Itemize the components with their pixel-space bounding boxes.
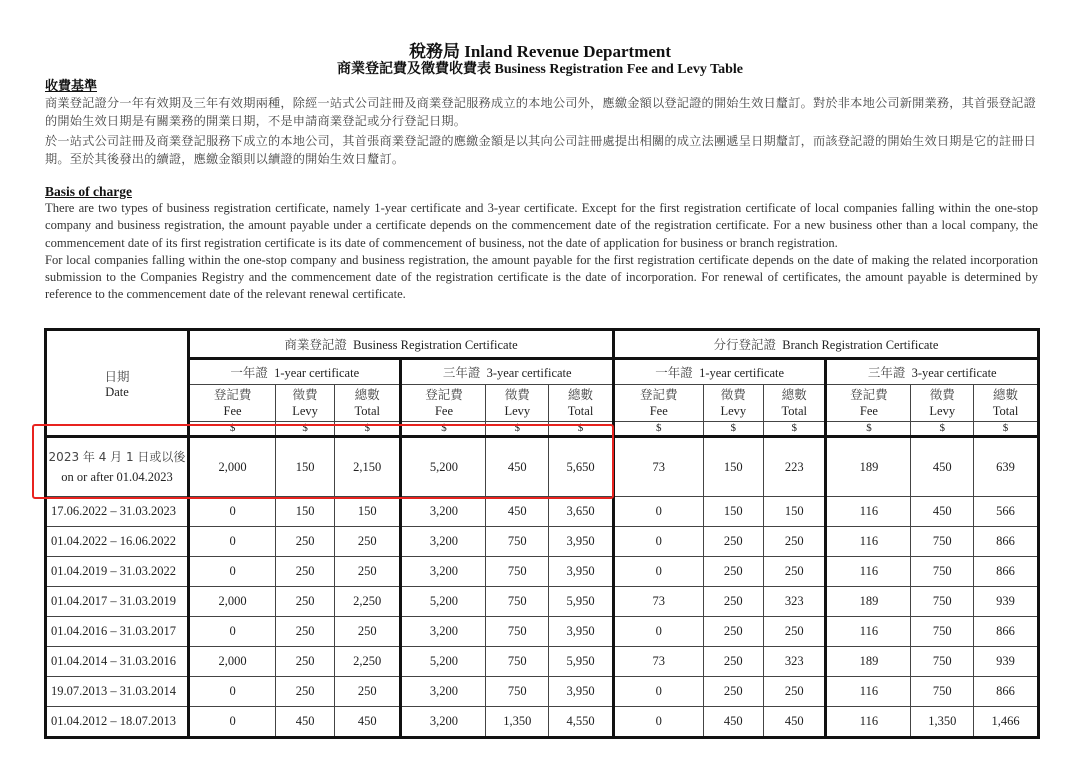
value-cell: 3,200 [401, 617, 486, 647]
col-en: Levy [720, 404, 747, 418]
subgroup-zh: 三年證 [867, 365, 906, 380]
value-cell: 2,000 [189, 437, 276, 497]
value-cell: 5,950 [549, 587, 614, 617]
value-cell: 0 [189, 557, 276, 587]
value-cell: 116 [826, 677, 911, 707]
subgroup-en: 1-year certificate [274, 366, 360, 380]
value-cell: 450 [764, 707, 826, 738]
value-cell: 3,200 [401, 557, 486, 587]
basis-of-charge-zh [45, 79, 1038, 168]
value-cell: 250 [703, 677, 763, 707]
value-cell: 323 [764, 587, 826, 617]
currency-label: $ [334, 422, 400, 437]
table-row [46, 677, 1039, 707]
date-cell: 01.04.2022 – 16.06.2022 [46, 527, 189, 557]
value-cell: 939 [974, 647, 1039, 677]
value-cell: 116 [826, 527, 911, 557]
table-row [46, 617, 1039, 647]
value-cell: 189 [826, 587, 911, 617]
value-cell: 450 [911, 437, 974, 497]
value-cell: 866 [974, 617, 1039, 647]
col-zh: 總數 [568, 387, 594, 402]
subgroup-header [826, 359, 1039, 385]
col-en: Fee [859, 404, 878, 418]
col-en: Total [992, 404, 1019, 418]
value-cell: 0 [189, 497, 276, 527]
value-cell: 116 [826, 497, 911, 527]
value-cell: 250 [334, 557, 400, 587]
value-cell: 5,200 [401, 647, 486, 677]
col-en: Total [354, 404, 380, 418]
value-cell: 0 [189, 707, 276, 738]
value-cell: 150 [276, 437, 335, 497]
column-header-fee [189, 385, 276, 422]
subgroup-header [189, 359, 401, 385]
value-cell: 750 [911, 647, 974, 677]
group-header-business [189, 330, 614, 359]
col-en: Levy [929, 404, 956, 418]
value-cell: 223 [764, 437, 826, 497]
col-zh: 總數 [781, 387, 807, 402]
group-zh: 商業登記證 [284, 337, 347, 352]
currency-label: $ [911, 422, 974, 437]
value-cell: 0 [613, 557, 703, 587]
subgroup-en: 3-year certificate [911, 366, 997, 380]
value-cell: 750 [486, 587, 549, 617]
date-cell: 01.04.2014 – 31.03.2016 [46, 647, 189, 677]
value-cell: 450 [486, 497, 549, 527]
currency-label: $ [613, 422, 703, 437]
value-cell: 1,350 [911, 707, 974, 738]
value-cell: 0 [189, 527, 276, 557]
table-row [46, 497, 1039, 527]
column-header-fee [826, 385, 911, 422]
currency-label: $ [826, 422, 911, 437]
value-cell: 250 [703, 527, 763, 557]
col-zh: 徵費 [292, 387, 318, 402]
value-cell: 450 [276, 707, 335, 738]
col-en: Total [567, 404, 594, 418]
currency-label: $ [276, 422, 335, 437]
value-cell: 189 [826, 437, 911, 497]
value-cell: 250 [334, 677, 400, 707]
value-cell: 2,150 [334, 437, 400, 497]
value-cell: 73 [613, 587, 703, 617]
col-en: Fee [649, 404, 668, 418]
value-cell: 450 [703, 707, 763, 738]
value-cell: 250 [703, 617, 763, 647]
date-cell: 01.04.2019 – 31.03.2022 [46, 557, 189, 587]
table-body [46, 497, 1039, 738]
currency-label: $ [401, 422, 486, 437]
document-title: 稅務局 Inland Revenue Department [408, 42, 672, 61]
value-cell: 250 [334, 617, 400, 647]
currency-label: $ [703, 422, 763, 437]
column-header-total [764, 385, 826, 422]
value-cell: 3,950 [549, 527, 614, 557]
value-cell: 250 [764, 617, 826, 647]
table-row [46, 707, 1039, 738]
date-cell: 19.07.2013 – 31.03.2014 [46, 677, 189, 707]
value-cell: 750 [486, 647, 549, 677]
value-cell: 116 [826, 707, 911, 738]
value-cell: 566 [974, 497, 1039, 527]
subgroup-header [401, 359, 613, 385]
value-cell: 750 [911, 677, 974, 707]
value-cell: 3,650 [549, 497, 614, 527]
value-cell: 0 [613, 617, 703, 647]
value-cell: 750 [486, 617, 549, 647]
value-cell: 0 [613, 497, 703, 527]
value-cell: 5,950 [549, 647, 614, 677]
fee-levy-table [44, 328, 1040, 739]
col-en: Fee [223, 404, 242, 418]
value-cell: 250 [703, 647, 763, 677]
value-cell: 2,000 [189, 587, 276, 617]
column-header-total [974, 385, 1039, 422]
value-cell: 5,650 [549, 437, 614, 497]
col-zh: 總數 [993, 387, 1019, 402]
value-cell: 3,200 [401, 677, 486, 707]
value-cell: 750 [486, 527, 549, 557]
value-cell: 250 [703, 587, 763, 617]
value-cell: 150 [764, 497, 826, 527]
table-row [46, 557, 1039, 587]
date-cell: 01.04.2017 – 31.03.2019 [46, 587, 189, 617]
value-cell: 250 [276, 587, 335, 617]
value-cell: 450 [911, 497, 974, 527]
value-cell: 3,950 [549, 677, 614, 707]
value-cell: 250 [764, 557, 826, 587]
value-cell: 4,550 [549, 707, 614, 738]
col-en: Fee [434, 404, 453, 418]
subgroup-header [613, 359, 825, 385]
value-cell: 750 [911, 617, 974, 647]
date-cell [46, 437, 189, 497]
group-zh: 分行登記證 [713, 337, 776, 352]
basis-of-charge-en [45, 184, 1038, 304]
col-zh: 徵費 [720, 387, 746, 402]
value-cell: 189 [826, 647, 911, 677]
group-en: Business Registration Certificate [353, 338, 518, 352]
table-row [46, 587, 1039, 617]
table-row [46, 647, 1039, 677]
value-cell: 750 [911, 527, 974, 557]
date-column-header [46, 330, 189, 437]
date-zh: 2023 年 4 月 1 日或以後 [48, 450, 186, 464]
date-header-zh: 日期 [104, 368, 130, 384]
section-heading-en: Basis of charge [45, 184, 132, 199]
value-cell: 116 [826, 617, 911, 647]
value-cell: 0 [613, 707, 703, 738]
date-cell: 01.04.2016 – 31.03.2017 [46, 617, 189, 647]
subgroup-en: 1-year certificate [699, 366, 785, 380]
value-cell: 866 [974, 557, 1039, 587]
date-cell: 01.04.2012 – 18.07.2013 [46, 707, 189, 738]
value-cell: 750 [486, 677, 549, 707]
value-cell: 323 [764, 647, 826, 677]
date-en: on or after 01.04.2023 [61, 470, 173, 484]
column-header-total [334, 385, 400, 422]
col-en: Levy [504, 404, 531, 418]
column-header-levy [703, 385, 763, 422]
value-cell: 0 [189, 677, 276, 707]
value-cell: 150 [703, 437, 763, 497]
date-cell: 17.06.2022 – 31.03.2023 [46, 497, 189, 527]
paragraph-zh-2: 於一站式公司註冊及商業登記服務下成立的本地公司，其首張商業登記證的應繳金額是以其向公司註冊處提出相關的成立法團遞呈日期釐訂，而該登記證的開始生效日期是它的註冊日期。至於其後發出的續證，應繳金額則以續證的開始生效日釐訂。 [45, 134, 1036, 166]
col-en: Levy [292, 404, 318, 418]
group-header-branch [613, 330, 1038, 359]
value-cell: 450 [334, 707, 400, 738]
value-cell: 750 [486, 557, 549, 587]
value-cell: 939 [974, 587, 1039, 617]
value-cell: 866 [974, 677, 1039, 707]
column-header-fee [613, 385, 703, 422]
value-cell: 250 [276, 527, 335, 557]
column-header-total [549, 385, 614, 422]
value-cell: 3,950 [549, 557, 614, 587]
subgroup-zh: 一年證 [655, 365, 693, 380]
value-cell: 450 [486, 437, 549, 497]
value-cell: 2,250 [334, 647, 400, 677]
col-zh: 登記費 [425, 387, 463, 402]
value-cell: 250 [703, 557, 763, 587]
col-zh: 登記費 [639, 387, 678, 402]
date-header-en: Date [105, 384, 129, 399]
value-cell: 250 [276, 617, 335, 647]
document-subtitle: 商業登記費及徵費收費表 Business Registration Fee and Levy Table [336, 62, 744, 77]
col-zh: 徵費 [504, 387, 530, 402]
value-cell: 73 [613, 437, 703, 497]
value-cell: 250 [764, 527, 826, 557]
section-heading-zh: 收費基準 [45, 79, 98, 94]
value-cell: 250 [276, 647, 335, 677]
value-cell: 150 [276, 497, 335, 527]
column-header-levy [911, 385, 974, 422]
column-header-fee [401, 385, 486, 422]
col-zh: 登記費 [213, 387, 252, 402]
value-cell: 250 [334, 527, 400, 557]
table-row-current [46, 437, 1039, 497]
value-cell: 150 [703, 497, 763, 527]
value-cell: 250 [276, 557, 335, 587]
table-row [46, 527, 1039, 557]
value-cell: 2,250 [334, 587, 400, 617]
currency-label: $ [189, 422, 276, 437]
value-cell: 750 [911, 587, 974, 617]
currency-label: $ [549, 422, 614, 437]
currency-label: $ [486, 422, 549, 437]
value-cell: 866 [974, 527, 1039, 557]
value-cell: 3,200 [401, 527, 486, 557]
currency-label: $ [974, 422, 1039, 437]
currency-label: $ [764, 422, 826, 437]
value-cell: 0 [613, 677, 703, 707]
col-zh: 徵費 [929, 387, 955, 402]
value-cell: 0 [189, 617, 276, 647]
col-zh: 登記費 [850, 387, 888, 402]
paragraph-zh-1: 商業登記證分一年有效期及三年有效期兩種，除經一站式公司註冊及商業登記服務成立的本地公司外，應繳金額以登記證的開始生效日釐訂。對於非本地公司新開業務，其首張登記證的開始生效日期是有關業務的開業日期，不是申請商業登記或分行登記日期。 [45, 96, 1036, 128]
column-header-levy [486, 385, 549, 422]
value-cell: 1,350 [486, 707, 549, 738]
subgroup-zh: 三年證 [442, 365, 481, 380]
paragraph-en-1: There are two types of business registration certificate, namely 1-year certificate and 3-year certificate. Except for the first registration certificate of local companies falling within the one-stop company and business registration, the amount payable under a certificate depends on the commencement date of the registration certificate. For a new business other than a local company, the commencement date of its first registration certificate is its date of commencement of business, not the date of application for business or branch registration. [45, 201, 1038, 250]
group-en: Branch Registration Certificate [782, 338, 939, 352]
subgroup-en: 3-year certificate [486, 366, 572, 380]
value-cell: 73 [613, 647, 703, 677]
col-zh: 總數 [354, 387, 380, 402]
value-cell: 3,950 [549, 617, 614, 647]
value-cell: 5,200 [401, 437, 486, 497]
value-cell: 3,200 [401, 497, 486, 527]
value-cell: 250 [764, 677, 826, 707]
value-cell: 150 [334, 497, 400, 527]
value-cell: 639 [974, 437, 1039, 497]
col-en: Total [781, 404, 807, 418]
value-cell: 250 [276, 677, 335, 707]
value-cell: 2,000 [189, 647, 276, 677]
value-cell: 3,200 [401, 707, 486, 738]
value-cell: 750 [911, 557, 974, 587]
value-cell: 0 [613, 527, 703, 557]
subgroup-zh: 一年證 [230, 365, 268, 380]
value-cell: 1,466 [974, 707, 1039, 738]
value-cell: 116 [826, 557, 911, 587]
value-cell: 5,200 [401, 587, 486, 617]
paragraph-en-2: For local companies falling within the one-stop company and business registration, the amount payable for the first registration certificate depends on the date of making the related incorporation submission to the Companies Registry and the commencement date of the registration certificate is the date of incorporation. For renewal of certificates, the amount payable is determined by reference to the commencement date of the relevant renewal certificate. [45, 252, 1038, 302]
column-header-levy [276, 385, 335, 422]
